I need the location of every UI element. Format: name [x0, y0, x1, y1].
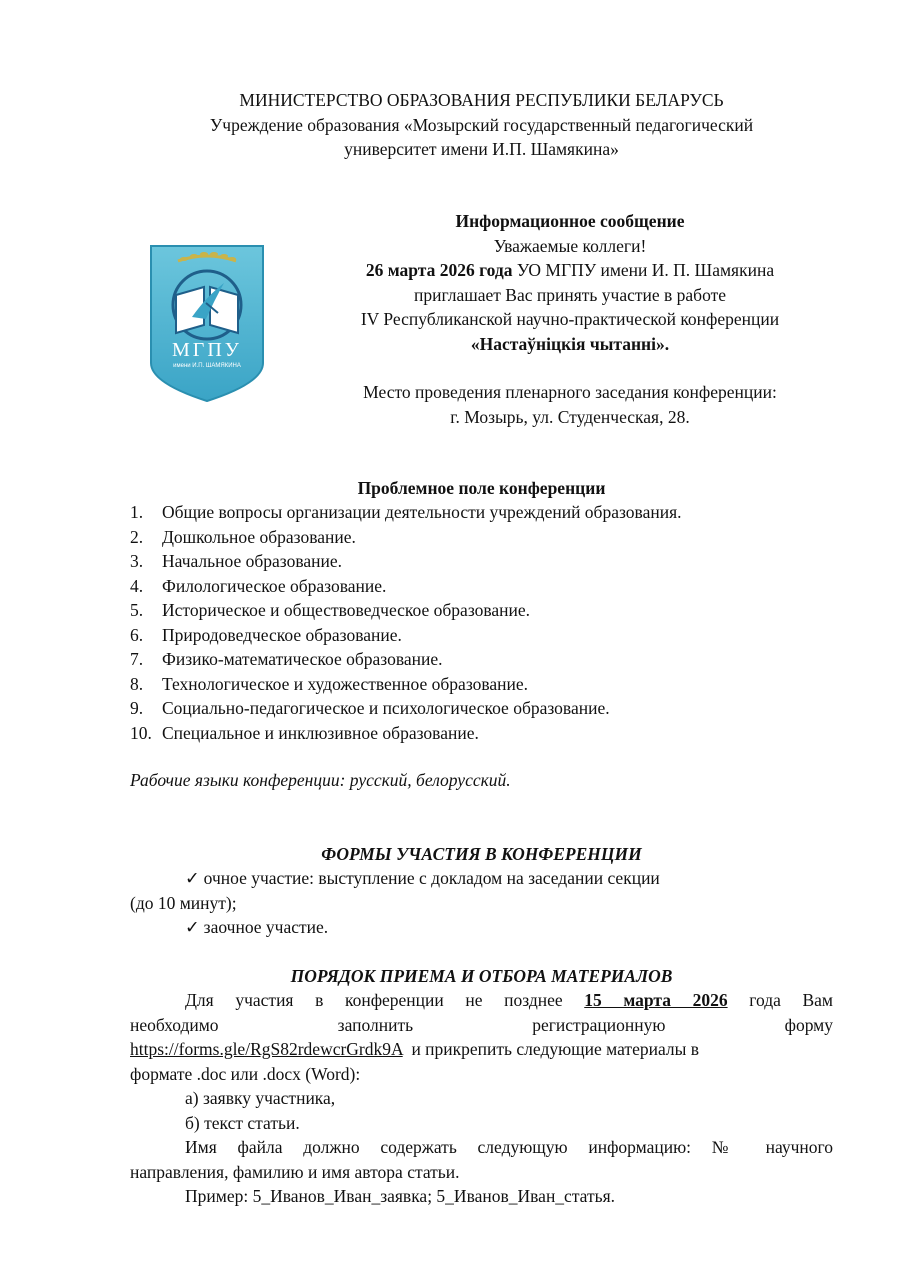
ministry-title: МИНИСТЕРСТВО ОБРАЗОВАНИЯ РЕСПУБЛИКИ БЕЛАРУСЬ — [239, 90, 724, 110]
problem-field-list — [130, 500, 850, 745]
order-paragraph-line-2: необходимо заполнить регистрационную форму — [130, 1014, 833, 1035]
list-item: 9. Социально-педагогическое и психологическое образование. — [130, 698, 610, 718]
filename-paragraph-line-2: направления, фамилию и имя автора статьи. — [130, 1161, 460, 1182]
list-item: 10. Специальное и инклюзивное образование. — [130, 722, 479, 743]
list-item: 4. Филологическое образование. — [130, 575, 387, 596]
invite-line-2: IV Республиканской научно-практической конференции — [360, 309, 780, 329]
invite-line-1: приглашает Вас принять участие в работе — [413, 284, 727, 305]
institution-line-2: университет имени И.П. Шамякина» — [344, 139, 619, 159]
form-item-in-person: ✓ очное участие: выступление с докладом на заседании секции — [185, 868, 660, 888]
info-title: Информационное сообщение — [455, 211, 685, 231]
list-item: 8. Технологическое и художественное образование. — [130, 673, 529, 694]
conference-date: 26 марта 2026 года — [365, 260, 513, 280]
forms-list — [130, 866, 833, 940]
checkmark-icon: ✓ — [185, 917, 200, 937]
material-item-b: б) текст статьи. — [185, 1112, 300, 1133]
order-paragraph-line-1: Для участия в конференции не позднее 15 марта 2026 года Вам — [185, 990, 833, 1010]
conference-name: «Настаўніцкія чытанні». — [470, 333, 670, 354]
list-item: 3. Начальное образование. — [130, 551, 343, 571]
document-header — [130, 88, 833, 162]
material-item-a: а) заявку участника, — [185, 1088, 336, 1108]
list-item: 2. Дошкольное образование. — [130, 526, 356, 547]
info-message — [310, 209, 830, 356]
filename-example: Пример: 5_Иванов_Иван_заявка; 5_Иванов_Иван_статья. — [185, 1186, 616, 1206]
checkmark-icon: ✓ — [185, 868, 200, 888]
problem-field-title: Проблемное поле конференции — [357, 478, 606, 498]
registration-form-link[interactable]: https://forms.gle/RgS82rdewcrGrdk9A — [130, 1039, 403, 1059]
order-section — [130, 988, 833, 1209]
date-line-rest: УО МГПУ имени И. П. Шамякина — [512, 260, 775, 280]
list-item: 7. Физико-математическое образование. — [130, 649, 443, 669]
venue — [310, 380, 830, 429]
greeting: Уважаемые коллеги! — [493, 235, 647, 256]
logo-text: МГПУ — [172, 339, 242, 361]
order-paragraph-line-3: https://forms.gle/RgS82rdewcrGrdk9A и прикрепить следующие материалы в — [130, 1039, 700, 1059]
institution-line-1: Учреждение образования «Мозырский государственный педагогический — [209, 114, 754, 135]
date-line — [310, 258, 830, 283]
order-paragraph-line-4: формате .doc или .docx (Word): — [130, 1063, 361, 1084]
filename-paragraph-line-1: Имя файла должно содержать следующую информацию: № научного — [185, 1137, 833, 1157]
logo-shield-icon — [148, 243, 266, 403]
deadline-date: 15 марта 2026 — [584, 990, 728, 1010]
order-title: ПОРЯДОК ПРИЕМА И ОТБОРА МАТЕРИАЛОВ — [290, 966, 673, 986]
form-item-remote: ✓ заочное участие. — [185, 917, 329, 937]
venue-label: Место проведения пленарного заседания конференции: — [363, 382, 777, 402]
venue-address: г. Мозырь, ул. Студенческая, 28. — [450, 406, 690, 427]
list-item: 6. Природоведческое образование. — [130, 624, 402, 645]
logo-subtext: имени И.П. ШАМЯКИНА — [173, 363, 241, 369]
working-languages: Рабочие языки конференции: русский, белорусский. — [130, 770, 511, 790]
university-logo — [148, 243, 266, 403]
list-item: 5. Историческое и обществоведческое образование. — [130, 600, 531, 620]
forms-title: ФОРМЫ УЧАСТИЯ В КОНФЕРЕНЦИИ — [321, 844, 642, 864]
form-item-in-person-cont: (до 10 минут); — [130, 892, 237, 913]
list-item: 1. Общие вопросы организации деятельности учреждений образования. — [130, 502, 682, 522]
